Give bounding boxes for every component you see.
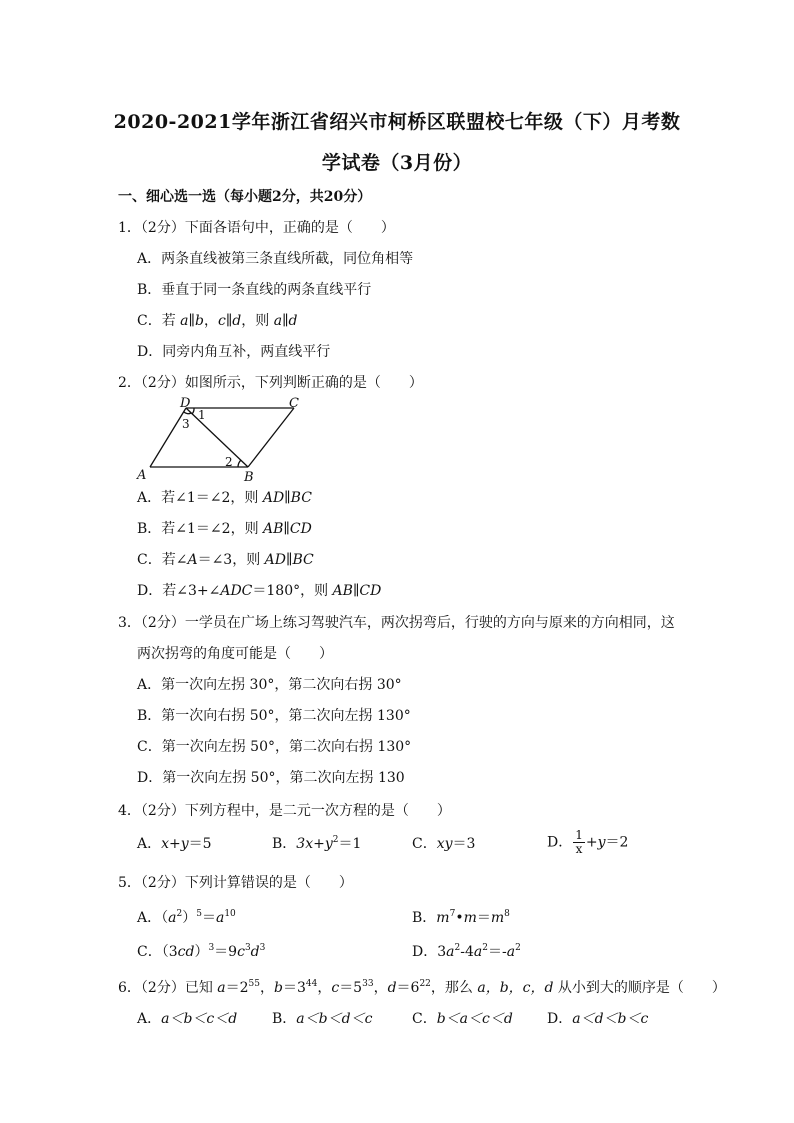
q3-option-c: C．第一次向左拐 50°，第二次向右拐 130° — [137, 739, 412, 755]
title-line-1: 2020-2021学年浙江省绍兴市柯桥区联盟校七年级（下）月考数 — [113, 111, 681, 133]
section-heading: 一、细心选一选（每小题2分，共20分） — [118, 189, 372, 205]
q1-option-d: D．同旁内角互补，两直线平行 — [137, 344, 331, 360]
angle-arc-1 — [192, 408, 194, 414]
q4-option-a: A．x+y＝5 — [137, 836, 212, 852]
q3-stem-line-1: 3．（2分）一学员在广场上练习驾驶汽车，两次拐弯后，行驶的方向与原来的方向相同，这 — [118, 615, 675, 631]
q1-option-b: B．垂直于同一条直线的两条直线平行 — [137, 282, 372, 298]
label-c: C — [289, 396, 299, 411]
q6-option-a: A．a＜b＜c＜d — [137, 1011, 238, 1027]
q4-stem: 4．（2分）下列方程中，是二元一次方程的是（ ） — [118, 803, 451, 819]
edge-bc — [248, 408, 294, 467]
q5-stem: 5．（2分）下列计算错误的是（ ） — [118, 875, 353, 891]
q2-parallelogram-figure — [134, 394, 314, 486]
q4-option-c: C．xy＝3 — [412, 836, 476, 852]
q5-option-b: B．$m^7•m=m^8$ — [412, 909, 510, 926]
q3-option-b: B．第一次向右拐 50°，第二次向左拐 130° — [137, 708, 411, 724]
q2-stem: 2．（2分）如图所示，下列判断正确的是（ ） — [118, 375, 423, 391]
q3-stem-line-2: 两次拐弯的角度可能是（ ） — [137, 646, 333, 662]
q5-option-d: D．$3a^2-4a^2=-a^2$ — [412, 943, 521, 960]
q2-option-b: B．若∠1＝∠2，则 AB∥CD — [137, 521, 312, 537]
label-angle-1: 1 — [198, 408, 206, 422]
q3-option-d: D．第一次向左拐 50°，第二次向左拐 130 — [137, 770, 405, 786]
q6-option-b: B．a＜b＜d＜c — [272, 1011, 373, 1027]
q1-option-c: C．若 a∥b，c∥d，则 a∥d — [137, 313, 298, 329]
q4-option-d: D． $\frac{1}{x}$ +y＝2 — [547, 828, 629, 856]
label-b: B — [244, 470, 254, 485]
q4-d-fraction: $\frac{1}{x}$ — [575, 828, 583, 856]
q5-option-c: C．$(3cd)^3=9c^3d^3$ — [137, 943, 266, 960]
label-angle-2: 2 — [225, 455, 233, 469]
q6-stem: 6．（2分）已知 $a=2^{55}$，$b=3^{44}$，$c=5^{33}$，$d=6^{22}$，那么 a，b，c，d 从小到大的顺序是（ ） — [118, 979, 726, 996]
q1-option-a: A．两条直线被第三条直线所截，同位角相等 — [137, 251, 414, 267]
q6-option-d: D．a＜d＜b＜c — [547, 1011, 649, 1027]
label-d: D — [180, 396, 191, 411]
q1-stem: 1．（2分）下面各语句中，正确的是（ ） — [118, 220, 395, 236]
q5-option-a: A．$(a^2)^5=a^{10}$ — [137, 909, 236, 926]
q4-option-b: B．$3x+y^2=1$ — [272, 835, 362, 852]
label-a: A — [137, 468, 147, 483]
diagonal-db — [186, 408, 248, 467]
q6-option-c: C．b＜a＜c＜d — [412, 1011, 513, 1027]
q2-option-c: C．若∠A＝∠3，则 AD∥BC — [137, 552, 314, 568]
angle-arc-2 — [238, 460, 241, 467]
edge-ad — [150, 408, 186, 467]
q3-option-a: A．第一次向左拐 30°，第二次向右拐 30° — [137, 677, 402, 693]
label-angle-3: 3 — [182, 417, 190, 431]
q2-option-d: D．若∠3+∠ADC＝180°，则 AB∥CD — [137, 583, 382, 599]
title-line-2: 学试卷（3月份） — [321, 152, 473, 174]
q2-option-a: A．若∠1＝∠2，则 AD∥BC — [137, 490, 312, 506]
